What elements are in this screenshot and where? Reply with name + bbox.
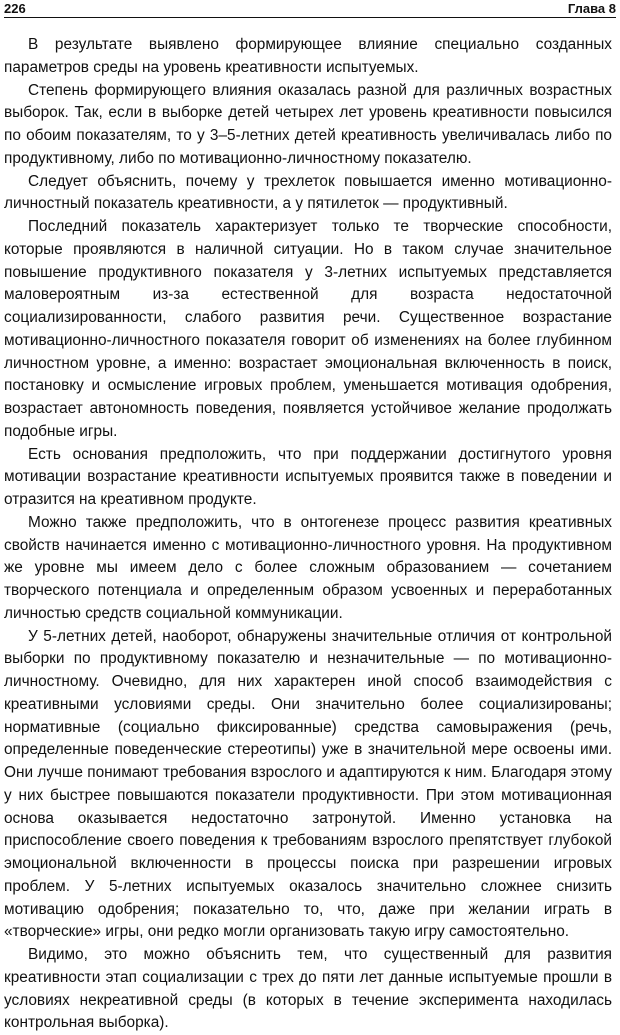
paragraph: Видимо, это можно объяснить тем, что существенный для развития креативности этап социализации с трех до пяти лет данные испытуемые прошли в условиях некреативной среды (в которых в течение эксперимента находилась контрольная выборка). bbox=[4, 946, 612, 1032]
page-body bbox=[4, 34, 612, 1035]
paragraph: Можно также предположить, что в онтогенезе процесс развития креативных свойств начинается именно с мотивационно-личностного уровня. На продуктивном же уровне мы имеем дело с более сложным образованием — сочетанием творческого потенциала и определенным образом усвоенных и переработанных личностью средств социальной коммуникации. bbox=[4, 513, 612, 622]
running-header bbox=[4, 0, 616, 18]
paragraph: У 5-летних детей, наоборот, обнаружены значительные отличия от контрольной выборки по продуктивному показателю и незначительные — по мотивационно-личностному. Очевидно, для них характерен иной способ взаимодействия с креативными условиями среды. Они значительно более социализированы; нормативные (социально фиксированные) средства самовыражения (речь, определенные поведенческие стереотипы) уже в значительной мере освоены ими. Они лучше понимают требования взрослого и адаптируются к ним. Благодаря этому у них быстрее повышаются показатели продуктивности. При этом мотивационная основа оказывается недостаточно затронутой. Именно установка на приспособление своего поведения к требованиям взрослого препятствует глубокой эмоциональной включенности в процессы поиска при разрешении игровых проблем. У 5-летних испытуемых оказалось значительно сложнее снизить мотивацию одобрения; показательно то, что, даже при желании играть в «творческие» игры, они редко могли организовать такую игру самостоятельно. bbox=[4, 627, 612, 941]
page-number: 226 bbox=[4, 1, 26, 16]
paragraph: Есть основания предположить, что при поддержании достигнутого уровня мотивации возрастание креативности испытуемых проявится также в поведении и отразится на креативном продукте. bbox=[4, 445, 612, 508]
chapter-title: Глава 8 bbox=[567, 1, 616, 16]
paragraph: В результате выявлено формирующее влияние специально созданных параметров среды на уровень креативности испытуемых. bbox=[4, 36, 612, 76]
paragraph: Степень формирующего влияния оказалась разной для различных возрастных выборок. Так, если в выборке детей четырех лет уровень креативности повысился по обоим показателям, то у 3–5-летних детей креативность увеличивалась либо по продуктивному, либо по мотивационно-личностному показателю. bbox=[4, 81, 612, 167]
paragraph: Последний показатель характеризует только те творческие способности, которые проявляются в наличной ситуации. Но в таком случае значительное повышение продуктивного показателя у 3-летних испытуемых представляется маловероятным из-за естественной для возраста недостаточной социализированности, слабого развития речи. Существенное возрастание мотивационно-личностного показателя говорит об изменениях на более глубинном личностном уровне, а именно: возрастает эмоциональная включенность в поиск, постановку и осмысление игровых проблем, уменьшается мотивация одобрения, возрастает автономность поведения, появляется устойчивое желание продолжать подобные игры. bbox=[4, 218, 612, 440]
paragraph: Следует объяснить, почему у трехлеток повышается именно мотивационно-личностный показатель креативности, а у пятилеток — продуктивный. bbox=[4, 172, 612, 213]
